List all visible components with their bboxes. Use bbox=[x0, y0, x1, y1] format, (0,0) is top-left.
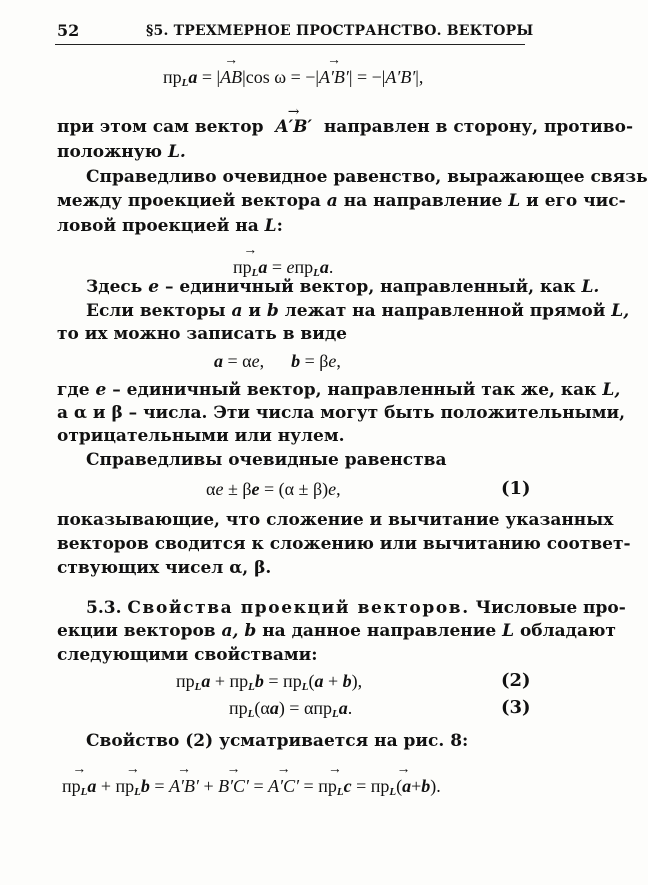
paragraph-line: Здесь e – единичный вектор, направленный, как L. bbox=[86, 277, 600, 297]
formula-figure8-chain: → $пр_La$ + → $пр_Lb$ = → A′B′ + → B′C′ = → A′C′ = → $пр_Lc$ = → $пр_L(a+b)$. bbox=[62, 777, 441, 798]
paragraph-line: Если векторы a и b лежат на направленной прямой L, bbox=[86, 301, 630, 321]
paragraph-line: Свойство (2) усматривается на рис. 8: bbox=[86, 731, 469, 751]
paragraph-line: Справедливо очевидное равенство, выражающее связь bbox=[86, 167, 648, 187]
formula-collinear: a = αe, b = βe, bbox=[214, 351, 341, 371]
paragraph-line: Справедливы очевидные равенства bbox=[86, 450, 447, 470]
section-heading-line: 5.3. Свойства проекций векторов. Числовые про- bbox=[86, 598, 626, 618]
running-header: §5. ТРЕХМЕРНОЕ ПРОСТРАНСТВО. ВЕКТОРЫ bbox=[146, 23, 534, 39]
paragraph-line: ствующих чисел α, β. bbox=[57, 558, 272, 578]
header-rule bbox=[55, 44, 525, 45]
paragraph-line: следующими свойствами: bbox=[57, 645, 318, 665]
paragraph-line: где e – единичный вектор, направленный так же, как L, bbox=[57, 380, 621, 400]
paragraph-line: показывающие, что сложение и вычитание указанных bbox=[57, 510, 614, 530]
paragraph-line: ловой проекцией на L: bbox=[57, 216, 283, 236]
paragraph-line: екции векторов a, b на данное направление L обладают bbox=[57, 621, 616, 641]
paragraph-line: векторов сводится к сложению или вычитанию соответ- bbox=[57, 534, 631, 554]
paragraph-line: положную L. bbox=[57, 142, 186, 162]
formula-vector-projection: → $пр_La = eпр_La$. bbox=[233, 258, 333, 279]
equation-number: (1) bbox=[501, 478, 531, 499]
paragraph-line: то их можно записать в виде bbox=[57, 324, 347, 344]
formula-property-additive: $пр_La + пр_Lb = пр_L(a + b)$, bbox=[176, 671, 363, 693]
section-number: 5.3. bbox=[86, 598, 122, 618]
paragraph-line: при этом сам вектор → A′B′ направлен в сторону, противо- bbox=[57, 119, 633, 136]
formula-linear-combination: αe ± βe = (α ± β)e, bbox=[206, 479, 341, 499]
section-title: Свойства проекций векторов. bbox=[127, 598, 470, 618]
equation-number: (3) bbox=[501, 697, 531, 718]
formula-property-scalar: $пр_L(\alpha a) = \alpha пр_La$. bbox=[229, 698, 353, 720]
page-number: 52 bbox=[57, 21, 80, 40]
paragraph-line: отрицательными или нулем. bbox=[57, 426, 345, 446]
paragraph-line: а α и β – числа. Эти числа могут быть положительными, bbox=[57, 403, 625, 423]
paragraph-line: между проекцией вектора a на направление L и его чис- bbox=[57, 191, 626, 211]
formula-projection-cos: $пр_La$ = |→ AB|cos ω = −|→ A′B′| = −|A′B′|, bbox=[163, 68, 423, 89]
equation-number: (2) bbox=[501, 670, 531, 691]
